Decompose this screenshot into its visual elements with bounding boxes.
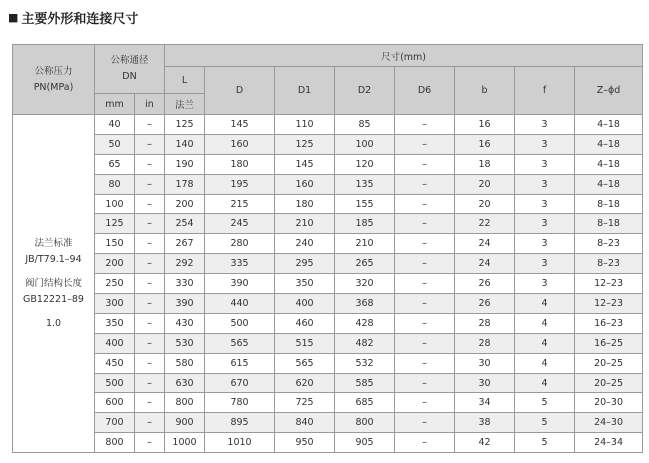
cell-b: 18 xyxy=(455,154,515,174)
cell-d1: 400 xyxy=(275,294,335,314)
cell-d1: 950 xyxy=(275,433,335,453)
cell-z: 12–23 xyxy=(575,274,643,294)
cell-z: 4–18 xyxy=(575,115,643,135)
cell-d1: 240 xyxy=(275,234,335,254)
header-mm: mm xyxy=(95,94,135,115)
table-row xyxy=(13,194,643,214)
cell-in: – xyxy=(135,313,165,333)
cell-d6: – xyxy=(395,154,455,174)
cell-l: 800 xyxy=(165,393,205,413)
cell-mm: 80 xyxy=(95,174,135,194)
cell-in: – xyxy=(135,413,165,433)
cell-f: 5 xyxy=(515,433,575,453)
header-D1: D1 xyxy=(275,67,335,115)
cell-d1: 460 xyxy=(275,313,335,333)
square-bullet-icon: ■ xyxy=(8,11,19,24)
cell-f: 3 xyxy=(515,154,575,174)
cell-z: 4–18 xyxy=(575,154,643,174)
table-row xyxy=(13,353,643,373)
cell-mm: 150 xyxy=(95,234,135,254)
cell-b: 38 xyxy=(455,413,515,433)
cell-d1: 515 xyxy=(275,333,335,353)
cell-d2: 905 xyxy=(335,433,395,453)
cell-d6: – xyxy=(395,393,455,413)
cell-d6: – xyxy=(395,174,455,194)
cell-mm: 100 xyxy=(95,194,135,214)
cell-mm: 40 xyxy=(95,115,135,135)
cell-d2: 210 xyxy=(335,234,395,254)
cell-in: – xyxy=(135,353,165,373)
cell-mm: 65 xyxy=(95,154,135,174)
table-body xyxy=(13,115,643,453)
cell-d2: 800 xyxy=(335,413,395,433)
cell-b: 22 xyxy=(455,214,515,234)
cell-mm: 200 xyxy=(95,254,135,274)
pn-standard-label: 法兰标准 xyxy=(34,237,73,249)
table-row xyxy=(13,294,643,314)
cell-in: – xyxy=(135,154,165,174)
cell-f: 4 xyxy=(515,313,575,333)
cell-d: 780 xyxy=(205,393,275,413)
cell-d6: – xyxy=(395,294,455,314)
cell-b: 42 xyxy=(455,433,515,453)
cell-d2: 585 xyxy=(335,373,395,393)
cell-mm: 450 xyxy=(95,353,135,373)
cell-f: 5 xyxy=(515,393,575,413)
cell-d6: – xyxy=(395,373,455,393)
cell-d1: 620 xyxy=(275,373,335,393)
header-D2: D2 xyxy=(335,67,395,115)
cell-l: 200 xyxy=(165,194,205,214)
cell-l: 267 xyxy=(165,234,205,254)
cell-f: 3 xyxy=(515,174,575,194)
cell-z: 20–30 xyxy=(575,393,643,413)
title-text: 主要外形和连接尺寸 xyxy=(21,12,139,27)
cell-d6: – xyxy=(395,254,455,274)
cell-z: 8–18 xyxy=(575,214,643,234)
cell-z: 24–30 xyxy=(575,413,643,433)
cell-d: 145 xyxy=(205,115,275,135)
table-row xyxy=(13,214,643,234)
cell-d: 440 xyxy=(205,294,275,314)
cell-d: 245 xyxy=(205,214,275,234)
table-row xyxy=(13,433,643,453)
cell-d: 670 xyxy=(205,373,275,393)
cell-d6: – xyxy=(395,333,455,353)
cell-b: 28 xyxy=(455,313,515,333)
cell-l: 254 xyxy=(165,214,205,234)
cell-z: 4–18 xyxy=(575,174,643,194)
cell-f: 3 xyxy=(515,134,575,154)
cell-d: 160 xyxy=(205,134,275,154)
table-row xyxy=(13,333,643,353)
cell-b: 28 xyxy=(455,333,515,353)
cell-d6: – xyxy=(395,413,455,433)
cell-b: 24 xyxy=(455,234,515,254)
cell-d: 180 xyxy=(205,154,275,174)
cell-l: 530 xyxy=(165,333,205,353)
cell-l: 1000 xyxy=(165,433,205,453)
cell-d1: 840 xyxy=(275,413,335,433)
table-row xyxy=(13,115,643,135)
header-dn: 公称通径 DN xyxy=(95,45,165,94)
cell-in: – xyxy=(135,134,165,154)
cell-d6: – xyxy=(395,274,455,294)
cell-d1: 160 xyxy=(275,174,335,194)
cell-f: 3 xyxy=(515,234,575,254)
table-row xyxy=(13,413,643,433)
cell-f: 4 xyxy=(515,294,575,314)
cell-d1: 295 xyxy=(275,254,335,274)
cell-b: 30 xyxy=(455,353,515,373)
table-row xyxy=(13,234,643,254)
header-f: f xyxy=(515,67,575,115)
cell-z: 4–18 xyxy=(575,134,643,154)
cell-f: 3 xyxy=(515,115,575,135)
cell-z: 8–23 xyxy=(575,234,643,254)
cell-d2: 120 xyxy=(335,154,395,174)
cell-z: 16–25 xyxy=(575,333,643,353)
cell-d: 615 xyxy=(205,353,275,373)
cell-mm: 600 xyxy=(95,393,135,413)
cell-l: 630 xyxy=(165,373,205,393)
table-row xyxy=(13,373,643,393)
table-row xyxy=(13,254,643,274)
header-D6: D6 xyxy=(395,67,455,115)
cell-d: 895 xyxy=(205,413,275,433)
cell-d1: 180 xyxy=(275,194,335,214)
cell-d6: – xyxy=(395,214,455,234)
table-row xyxy=(13,154,643,174)
cell-f: 4 xyxy=(515,333,575,353)
cell-f: 3 xyxy=(515,194,575,214)
cell-l: 292 xyxy=(165,254,205,274)
cell-in: – xyxy=(135,333,165,353)
cell-b: 16 xyxy=(455,115,515,135)
cell-d6: – xyxy=(395,194,455,214)
page-title xyxy=(8,8,138,27)
cell-mm: 250 xyxy=(95,274,135,294)
cell-in: – xyxy=(135,294,165,314)
cell-in: – xyxy=(135,234,165,254)
cell-d6: – xyxy=(395,433,455,453)
cell-b: 20 xyxy=(455,194,515,214)
cell-in: – xyxy=(135,214,165,234)
header-z: Z–ϕd xyxy=(575,67,643,115)
cell-d: 195 xyxy=(205,174,275,194)
header-pn: 公称压力 PN(MPa) xyxy=(13,45,95,115)
cell-d1: 110 xyxy=(275,115,335,135)
cell-z: 12–23 xyxy=(575,294,643,314)
header-L: L xyxy=(165,67,205,94)
table-row xyxy=(13,313,643,333)
cell-d1: 350 xyxy=(275,274,335,294)
dimensions-table xyxy=(12,44,643,453)
cell-b: 26 xyxy=(455,274,515,294)
cell-d6: – xyxy=(395,353,455,373)
cell-d2: 85 xyxy=(335,115,395,135)
cell-d: 280 xyxy=(205,234,275,254)
cell-b: 24 xyxy=(455,254,515,274)
table-row xyxy=(13,274,643,294)
cell-d2: 368 xyxy=(335,294,395,314)
cell-d2: 428 xyxy=(335,313,395,333)
cell-mm: 800 xyxy=(95,433,135,453)
cell-d6: – xyxy=(395,115,455,135)
cell-mm: 400 xyxy=(95,333,135,353)
cell-d2: 320 xyxy=(335,274,395,294)
cell-f: 3 xyxy=(515,214,575,234)
pn-length-label: 阀门结构长度 xyxy=(24,277,82,289)
header-dimensions: 尺寸(mm) xyxy=(165,45,643,67)
cell-d: 390 xyxy=(205,274,275,294)
cell-in: – xyxy=(135,433,165,453)
cell-f: 4 xyxy=(515,353,575,373)
cell-b: 20 xyxy=(455,174,515,194)
cell-l: 430 xyxy=(165,313,205,333)
cell-in: – xyxy=(135,274,165,294)
cell-l: 390 xyxy=(165,294,205,314)
cell-mm: 50 xyxy=(95,134,135,154)
table-row xyxy=(13,393,643,413)
cell-b: 34 xyxy=(455,393,515,413)
cell-d: 335 xyxy=(205,254,275,274)
table-row xyxy=(13,174,643,194)
cell-mm: 700 xyxy=(95,413,135,433)
cell-z: 8–23 xyxy=(575,254,643,274)
pn-pressure-value: 1.0 xyxy=(45,317,62,329)
pn-standard-code: JB/T79.1–94 xyxy=(25,253,82,265)
cell-z: 16–23 xyxy=(575,313,643,333)
cell-z: 20–25 xyxy=(575,373,643,393)
cell-in: – xyxy=(135,254,165,274)
cell-d2: 135 xyxy=(335,174,395,194)
cell-l: 140 xyxy=(165,134,205,154)
cell-d1: 565 xyxy=(275,353,335,373)
cell-d1: 125 xyxy=(275,134,335,154)
cell-b: 30 xyxy=(455,373,515,393)
cell-d: 500 xyxy=(205,313,275,333)
cell-mm: 350 xyxy=(95,313,135,333)
cell-f: 3 xyxy=(515,274,575,294)
cell-in: – xyxy=(135,194,165,214)
cell-mm: 500 xyxy=(95,373,135,393)
cell-d: 215 xyxy=(205,194,275,214)
cell-mm: 125 xyxy=(95,214,135,234)
cell-d: 565 xyxy=(205,333,275,353)
header-D: D xyxy=(205,67,275,115)
cell-in: – xyxy=(135,373,165,393)
cell-d1: 725 xyxy=(275,393,335,413)
cell-mm: 300 xyxy=(95,294,135,314)
cell-f: 5 xyxy=(515,413,575,433)
pn-length-code: GB12221–89 xyxy=(23,293,84,305)
cell-in: – xyxy=(135,115,165,135)
header-in: in xyxy=(135,94,165,115)
cell-in: – xyxy=(135,174,165,194)
cell-l: 330 xyxy=(165,274,205,294)
cell-l: 125 xyxy=(165,115,205,135)
pn-cell xyxy=(13,115,95,453)
cell-d2: 155 xyxy=(335,194,395,214)
cell-f: 3 xyxy=(515,254,575,274)
cell-l: 580 xyxy=(165,353,205,373)
cell-d2: 100 xyxy=(335,134,395,154)
cell-d2: 482 xyxy=(335,333,395,353)
cell-f: 4 xyxy=(515,373,575,393)
cell-b: 26 xyxy=(455,294,515,314)
cell-d1: 145 xyxy=(275,154,335,174)
cell-d6: – xyxy=(395,134,455,154)
cell-z: 8–18 xyxy=(575,194,643,214)
header-L-flange: 法兰 xyxy=(165,94,205,115)
cell-z: 20–25 xyxy=(575,353,643,373)
cell-l: 178 xyxy=(165,174,205,194)
header-b: b xyxy=(455,67,515,115)
cell-d6: – xyxy=(395,313,455,333)
cell-l: 190 xyxy=(165,154,205,174)
table-row xyxy=(13,134,643,154)
cell-b: 16 xyxy=(455,134,515,154)
cell-l: 900 xyxy=(165,413,205,433)
cell-d2: 685 xyxy=(335,393,395,413)
cell-d2: 185 xyxy=(335,214,395,234)
cell-z: 24–34 xyxy=(575,433,643,453)
cell-d2: 265 xyxy=(335,254,395,274)
cell-d2: 532 xyxy=(335,353,395,373)
cell-d: 1010 xyxy=(205,433,275,453)
cell-d1: 210 xyxy=(275,214,335,234)
cell-d6: – xyxy=(395,234,455,254)
cell-in: – xyxy=(135,393,165,413)
